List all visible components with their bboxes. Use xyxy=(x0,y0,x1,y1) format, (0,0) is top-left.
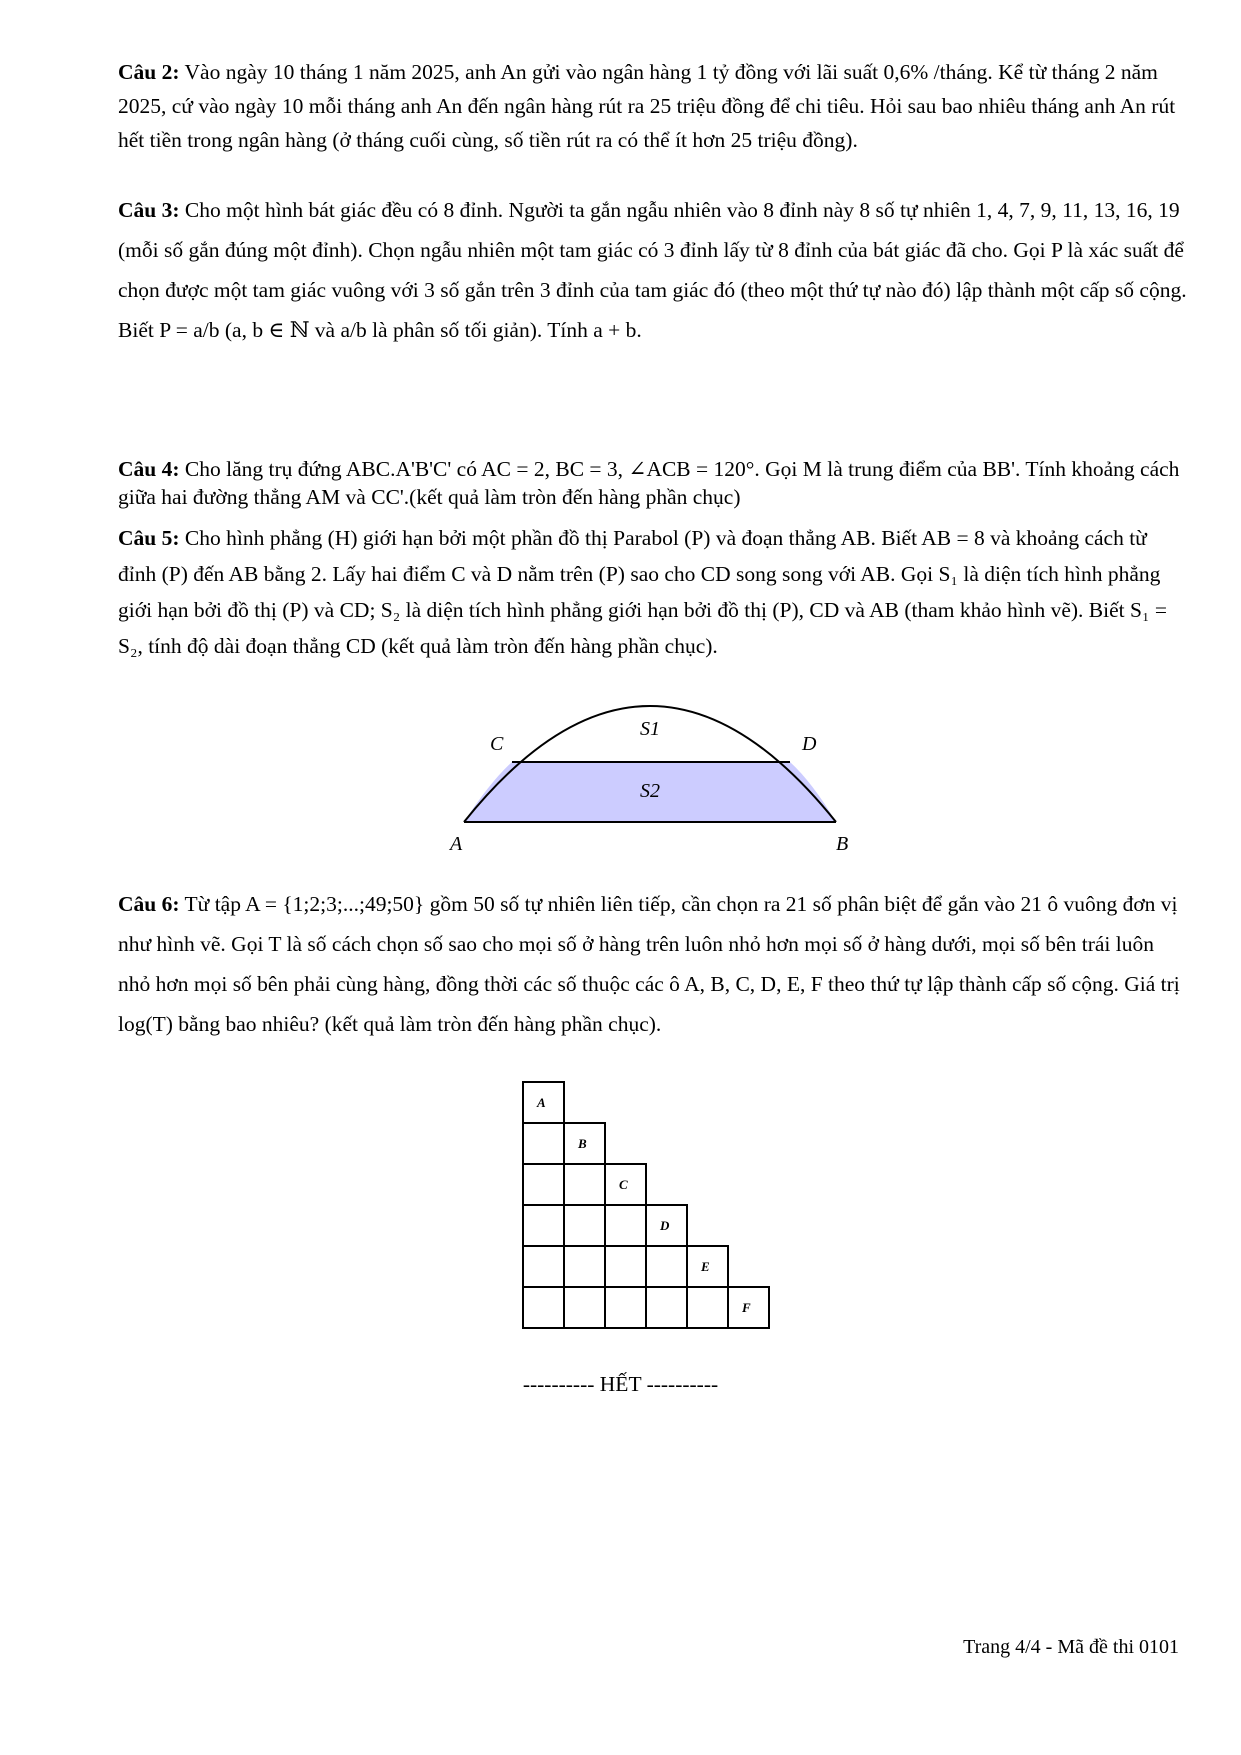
question-6 xyxy=(118,884,1188,1044)
parabola-figure xyxy=(440,690,860,865)
cell-a-label: A xyxy=(537,1095,546,1110)
question-5-text: Cho hình phẳng (H) giới hạn bởi một phần đồ thị Parabol (P) và đoạn thẳng AB. Biết AB = 8 và khoảng cách từ đỉnh (P) đến AB bằng 2. Lấy hai điểm C và D nằm trên (P) sao cho CD song song với AB. Gọi S₁ là diện tích hình phẳng giới hạn bởi đồ thị (P) và CD; S₂ là diện tích hình phẳng giới hạn bởi đồ thị (P), CD và AB (tham khảo hình vẽ). Biết S₁ = S₂, tính độ dài đoạn thẳng CD (kết quả làm tròn đến hàng phần chục). xyxy=(118,526,1167,658)
label-a: A xyxy=(450,833,463,855)
question-3-label: Câu 3: xyxy=(118,198,180,222)
cell-c-label: C xyxy=(619,1177,628,1192)
cell-f-label: F xyxy=(742,1300,751,1315)
label-s2: S2 xyxy=(640,780,660,802)
question-3 xyxy=(118,190,1188,350)
question-2-text: Vào ngày 10 tháng 1 năm 2025, anh An gửi vào ngân hàng 1 tỷ đồng với lãi suất 0,6% /tháng. Kể từ tháng 2 năm 2025, cứ vào ngày 10 mỗi tháng anh An đến ngân hàng rút ra 25 triệu đồng để chi tiêu. Hỏi sau bao nhiêu tháng anh An rút hết tiền trong ngân hàng (ở tháng cuối cùng, số tiền rút ra có thể ít hơn 25 triệu đồng). xyxy=(118,60,1176,152)
cell-e-label: E xyxy=(701,1259,710,1274)
question-6-label: Câu 6: xyxy=(118,892,180,916)
question-5 xyxy=(118,520,1188,664)
label-s1: S1 xyxy=(640,718,660,740)
label-c: C xyxy=(490,733,504,755)
cell-d-label: D xyxy=(660,1218,670,1233)
label-d: D xyxy=(802,733,817,755)
cell-b-label: B xyxy=(578,1136,587,1151)
end-marker: ---------- HẾT ---------- xyxy=(522,1372,719,1396)
question-4 xyxy=(118,455,1188,511)
page-footer: Trang 4/4 - Mã đề thi 0101 xyxy=(963,1636,1179,1658)
staircase-grid-figure xyxy=(515,1080,785,1330)
question-2 xyxy=(118,55,1188,157)
question-4-text: Cho lăng trụ đứng ABC.A'B'C' có AC = 2, BC = 3, ∠ACB = 120°. Gọi M là trung điểm của BB'. Tính khoảng cách giữa hai đường thẳng AM và CC'.(kết quả làm tròn đến hàng phần chục) xyxy=(118,457,1180,509)
question-5-label: Câu 5: xyxy=(118,526,180,550)
question-6-text: Từ tập A = {1;2;3;...;49;50} gồm 50 số tự nhiên liên tiếp, cần chọn ra 21 số phân biệt để gắn vào 21 ô vuông đơn vị như hình vẽ. Gọi T là số cách chọn số sao cho mọi số ở hàng trên luôn nhỏ hơn mọi số ở hàng dưới, mọi số bên trái luôn nhỏ hơn mọi số bên phải cùng hàng, đồng thời các số thuộc các ô A, B, C, D, E, F theo thứ tự lập thành cấp số cộng. Giá trị log(T) bằng bao nhiêu? (kết quả làm tròn đến hàng phần chục). xyxy=(118,892,1180,1036)
question-3-text: Cho một hình bát giác đều có 8 đỉnh. Người ta gắn ngẫu nhiên vào 8 đỉnh này 8 số tự nhiên 1, 4, 7, 9, 11, 13, 16, 19 (mỗi số gắn đúng một đỉnh). Chọn ngẫu nhiên một tam giác có 3 đỉnh lấy từ 8 đỉnh của bát giác đã cho. Gọi P là xác suất để chọn được một tam giác vuông với 3 số gắn trên 3 đỉnh của tam giác đó (theo một thứ tự nào đó) lập thành một cấp số cộng. Biết P = a/b (a, b ∈ ℕ và a/b là phân số tối giản). Tính a + b. xyxy=(118,198,1187,342)
label-b: B xyxy=(836,833,849,855)
question-2-label: Câu 2: xyxy=(118,60,180,84)
question-4-label: Câu 4: xyxy=(118,457,180,481)
